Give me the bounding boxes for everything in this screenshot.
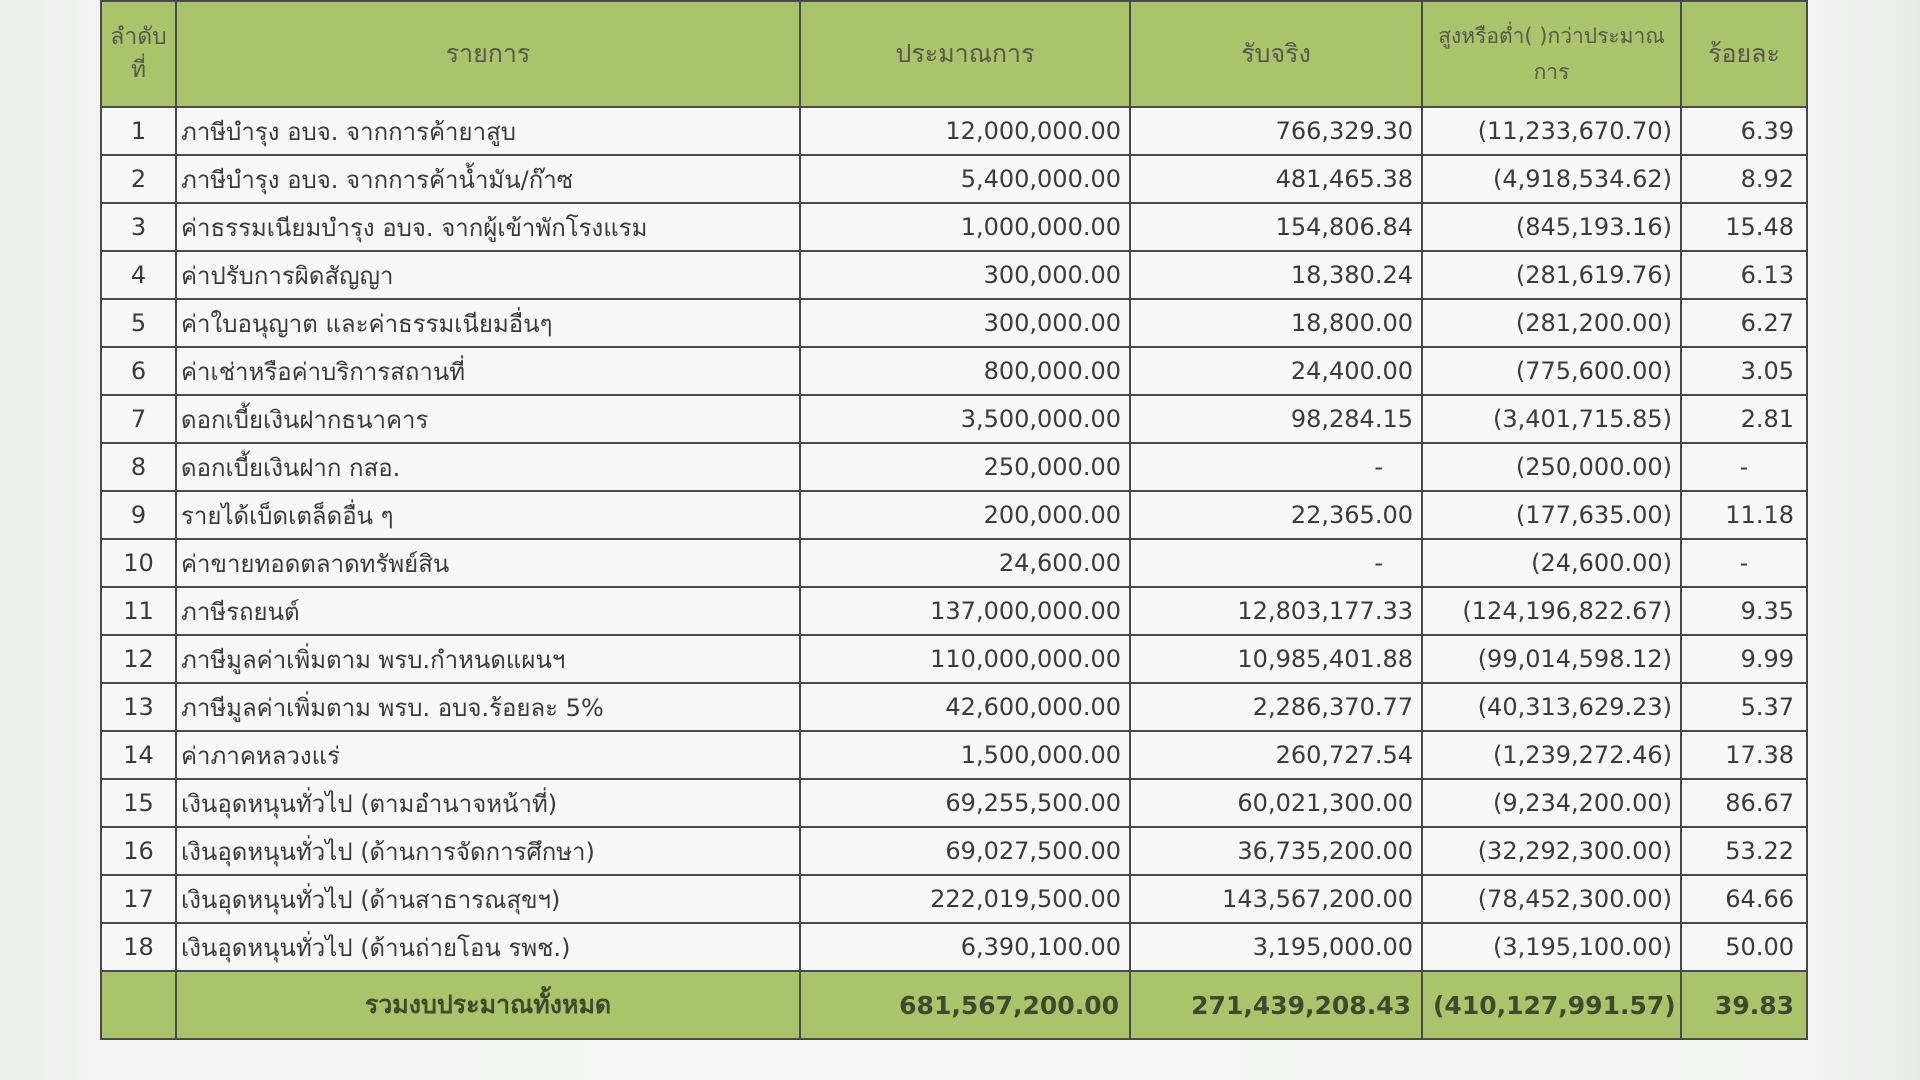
row-item: ค่าภาคหลวงแร่ <box>176 731 800 779</box>
row-percent: 6.39 <box>1681 107 1807 155</box>
row-difference: (281,619.76) <box>1422 251 1681 299</box>
row-actual: 154,806.84 <box>1130 203 1422 251</box>
row-no: 10 <box>101 539 176 587</box>
row-estimate: 300,000.00 <box>800 251 1130 299</box>
row-no: 13 <box>101 683 176 731</box>
row-difference: (9,234,200.00) <box>1422 779 1681 827</box>
row-actual: - <box>1130 443 1422 491</box>
row-item: รายได้เบ็ดเตล็ดอื่น ๆ <box>176 491 800 539</box>
row-no: 4 <box>101 251 176 299</box>
row-difference: (281,200.00) <box>1422 299 1681 347</box>
row-no: 9 <box>101 491 176 539</box>
row-estimate: 69,027,500.00 <box>800 827 1130 875</box>
row-actual: 60,021,300.00 <box>1130 779 1422 827</box>
row-estimate: 200,000.00 <box>800 491 1130 539</box>
row-item: ภาษีบำรุง อบจ. จากการค้าน้ำมัน/ก๊าซ <box>176 155 800 203</box>
revenue-comparison-table <box>100 0 1808 1040</box>
row-difference: (4,918,534.62) <box>1422 155 1681 203</box>
row-actual: 3,195,000.00 <box>1130 923 1422 971</box>
row-difference: (32,292,300.00) <box>1422 827 1681 875</box>
row-estimate: 222,019,500.00 <box>800 875 1130 923</box>
row-difference: (177,635.00) <box>1422 491 1681 539</box>
row-estimate: 300,000.00 <box>800 299 1130 347</box>
row-item: ค่าธรรมเนียมบำรุง อบจ. จากผู้เข้าพักโรงแรม <box>176 203 800 251</box>
row-item: เงินอุดหนุนทั่วไป (ด้านการจัดการศึกษา) <box>176 827 800 875</box>
row-actual: 260,727.54 <box>1130 731 1422 779</box>
row-item: ภาษีบำรุง อบจ. จากการค้ายาสูบ <box>176 107 800 155</box>
row-actual: 24,400.00 <box>1130 347 1422 395</box>
row-percent: 64.66 <box>1681 875 1807 923</box>
table-row <box>101 731 1807 779</box>
table-row <box>101 587 1807 635</box>
row-actual: 766,329.30 <box>1130 107 1422 155</box>
row-no: 6 <box>101 347 176 395</box>
row-difference: (3,401,715.85) <box>1422 395 1681 443</box>
table-row <box>101 395 1807 443</box>
row-item: ค่าเช่าหรือค่าบริการสถานที่ <box>176 347 800 395</box>
table-row <box>101 827 1807 875</box>
table-row <box>101 779 1807 827</box>
row-no: 1 <box>101 107 176 155</box>
row-no: 18 <box>101 923 176 971</box>
row-estimate: 6,390,100.00 <box>800 923 1130 971</box>
header-row <box>101 1 1807 107</box>
row-percent: 6.13 <box>1681 251 1807 299</box>
row-percent: 11.18 <box>1681 491 1807 539</box>
row-percent: 50.00 <box>1681 923 1807 971</box>
table-body <box>101 107 1807 971</box>
row-estimate: 110,000,000.00 <box>800 635 1130 683</box>
row-item: ค่าขายทอดตลาดทรัพย์สิน <box>176 539 800 587</box>
table-row <box>101 443 1807 491</box>
row-estimate: 800,000.00 <box>800 347 1130 395</box>
row-percent: - <box>1681 443 1807 491</box>
row-no: 14 <box>101 731 176 779</box>
row-item: เงินอุดหนุนทั่วไป (ด้านสาธารณสุขฯ) <box>176 875 800 923</box>
row-percent: 3.05 <box>1681 347 1807 395</box>
row-no: 3 <box>101 203 176 251</box>
row-estimate: 12,000,000.00 <box>800 107 1130 155</box>
row-actual: 481,465.38 <box>1130 155 1422 203</box>
row-actual: 18,800.00 <box>1130 299 1422 347</box>
total-row <box>101 971 1807 1039</box>
table-row <box>101 923 1807 971</box>
row-actual: 18,380.24 <box>1130 251 1422 299</box>
total-no-cell <box>101 971 176 1039</box>
total-percent: 39.83 <box>1681 971 1807 1039</box>
row-actual: 143,567,200.00 <box>1130 875 1422 923</box>
total-difference: (410,127,991.57) <box>1422 971 1681 1039</box>
total-actual: 271,439,208.43 <box>1130 971 1422 1039</box>
row-estimate: 69,255,500.00 <box>800 779 1130 827</box>
row-percent: 53.22 <box>1681 827 1807 875</box>
table-row <box>101 683 1807 731</box>
row-no: 8 <box>101 443 176 491</box>
row-percent: 86.67 <box>1681 779 1807 827</box>
row-estimate: 1,500,000.00 <box>800 731 1130 779</box>
row-actual: 98,284.15 <box>1130 395 1422 443</box>
row-percent: 9.99 <box>1681 635 1807 683</box>
row-estimate: 3,500,000.00 <box>800 395 1130 443</box>
row-difference: (99,014,598.12) <box>1422 635 1681 683</box>
row-estimate: 250,000.00 <box>800 443 1130 491</box>
row-percent: 8.92 <box>1681 155 1807 203</box>
row-actual: 36,735,200.00 <box>1130 827 1422 875</box>
table-row <box>101 107 1807 155</box>
row-item: ค่าปรับการผิดสัญญา <box>176 251 800 299</box>
row-no: 7 <box>101 395 176 443</box>
table-row <box>101 347 1807 395</box>
table-row <box>101 539 1807 587</box>
row-actual: 22,365.00 <box>1130 491 1422 539</box>
row-difference: (3,195,100.00) <box>1422 923 1681 971</box>
row-difference: (250,000.00) <box>1422 443 1681 491</box>
row-actual: - <box>1130 539 1422 587</box>
row-difference: (1,239,272.46) <box>1422 731 1681 779</box>
row-item: เงินอุดหนุนทั่วไป (ตามอำนาจหน้าที่) <box>176 779 800 827</box>
row-estimate: 5,400,000.00 <box>800 155 1130 203</box>
row-difference: (78,452,300.00) <box>1422 875 1681 923</box>
table-row <box>101 251 1807 299</box>
table-row <box>101 635 1807 683</box>
row-estimate: 42,600,000.00 <box>800 683 1130 731</box>
row-difference: (775,600.00) <box>1422 347 1681 395</box>
row-item: ภาษีมูลค่าเพิ่มตาม พรบ. อบจ.ร้อยละ 5% <box>176 683 800 731</box>
row-item: ภาษีมูลค่าเพิ่มตาม พรบ.กำหนดแผนฯ <box>176 635 800 683</box>
header-percent: ร้อยละ <box>1681 1 1807 107</box>
table-row <box>101 155 1807 203</box>
total-estimate: 681,567,200.00 <box>800 971 1130 1039</box>
row-no: 17 <box>101 875 176 923</box>
row-estimate: 1,000,000.00 <box>800 203 1130 251</box>
row-no: 12 <box>101 635 176 683</box>
row-no: 2 <box>101 155 176 203</box>
header-actual: รับจริง <box>1130 1 1422 107</box>
row-no: 11 <box>101 587 176 635</box>
table-row <box>101 491 1807 539</box>
row-no: 15 <box>101 779 176 827</box>
row-item: ดอกเบี้ยเงินฝาก กสอ. <box>176 443 800 491</box>
row-percent: 17.38 <box>1681 731 1807 779</box>
row-difference: (124,196,822.67) <box>1422 587 1681 635</box>
row-percent: 15.48 <box>1681 203 1807 251</box>
row-no: 16 <box>101 827 176 875</box>
row-estimate: 137,000,000.00 <box>800 587 1130 635</box>
row-item: เงินอุดหนุนทั่วไป (ด้านถ่ายโอน รพช.) <box>176 923 800 971</box>
row-actual: 12,803,177.33 <box>1130 587 1422 635</box>
row-item: ภาษีรถยนต์ <box>176 587 800 635</box>
header-no: ลำดับที่ <box>101 1 176 107</box>
header-item: รายการ <box>176 1 800 107</box>
row-difference: (845,193.16) <box>1422 203 1681 251</box>
table-row <box>101 875 1807 923</box>
row-difference: (11,233,670.70) <box>1422 107 1681 155</box>
total-label: รวมงบประมาณทั้งหมด <box>176 971 800 1039</box>
row-actual: 2,286,370.77 <box>1130 683 1422 731</box>
header-difference: สูงหรือต่ำ( )กว่าประมาณการ <box>1422 1 1681 107</box>
row-actual: 10,985,401.88 <box>1130 635 1422 683</box>
row-difference: (40,313,629.23) <box>1422 683 1681 731</box>
row-difference: (24,600.00) <box>1422 539 1681 587</box>
row-item: ค่าใบอนุญาต และค่าธรรมเนียมอื่นๆ <box>176 299 800 347</box>
row-no: 5 <box>101 299 176 347</box>
table-row <box>101 203 1807 251</box>
row-percent: 5.37 <box>1681 683 1807 731</box>
row-estimate: 24,600.00 <box>800 539 1130 587</box>
table-row <box>101 299 1807 347</box>
row-item: ดอกเบี้ยเงินฝากธนาคาร <box>176 395 800 443</box>
row-percent: 2.81 <box>1681 395 1807 443</box>
row-percent: - <box>1681 539 1807 587</box>
row-percent: 6.27 <box>1681 299 1807 347</box>
row-percent: 9.35 <box>1681 587 1807 635</box>
header-estimate: ประมาณการ <box>800 1 1130 107</box>
